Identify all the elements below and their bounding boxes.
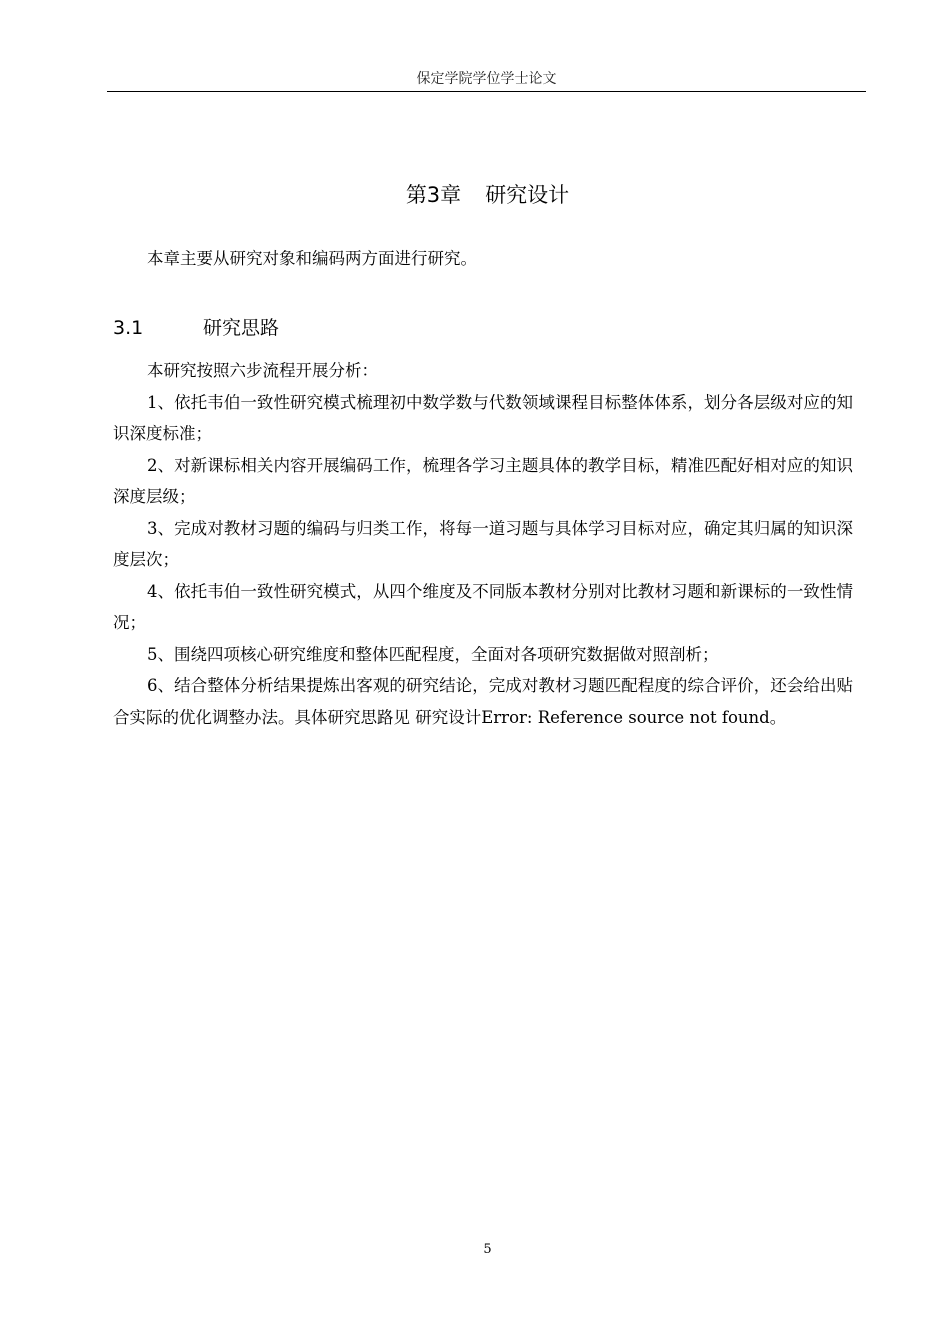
section-title: 研究思路 <box>203 317 280 339</box>
chapter-name: 研究设计 <box>485 183 570 207</box>
paragraph-step-2: 2、对新课标相关内容开展编码工作，梳理各学习主题具体的教学目标，精准匹配好相对应的知识深度层级； <box>113 455 853 506</box>
chapter-title <box>0 180 950 210</box>
section-body <box>113 355 853 733</box>
paragraph-step-1: 1、依托韦伯一致性研究模式梳理初中数学数与代数领域课程目标整体体系，划分各层级对应的知识深度标准； <box>113 392 853 443</box>
section-heading <box>113 314 279 342</box>
chapter-number: 第3章 <box>405 183 462 207</box>
paragraph-lead: 本研究按照六步流程开展分析： <box>147 361 378 380</box>
paragraph-step-3: 3、完成对教材习题的编码与归类工作，将每一道习题与具体学习目标对应，确定其归属的知识深度层次； <box>113 518 853 569</box>
chapter-intro: 本章主要从研究对象和编码两方面进行研究。 <box>147 249 477 268</box>
section-number: 3.1 <box>113 317 144 339</box>
paragraph-step-5: 5、围绕四项核心研究维度和整体匹配程度，全面对各项研究数据做对照剖析； <box>147 644 719 664</box>
paragraph-step-4: 4、依托韦伯一致性研究模式，从四个维度及不同版本教材分别对比教材习题和新课标的一致性情况； <box>113 581 853 632</box>
page-number: 5 <box>483 1242 492 1257</box>
paragraph-step-6: 6、结合整体分析结果提炼出客观的研究结论，完成对教材习题匹配程度的综合评价，还会给出贴合实际的优化调整办法。具体研究思路见 研究设计Error: Reference source not found。 <box>113 676 853 727</box>
page-header: 保定学院学位学士论文 <box>107 69 866 92</box>
